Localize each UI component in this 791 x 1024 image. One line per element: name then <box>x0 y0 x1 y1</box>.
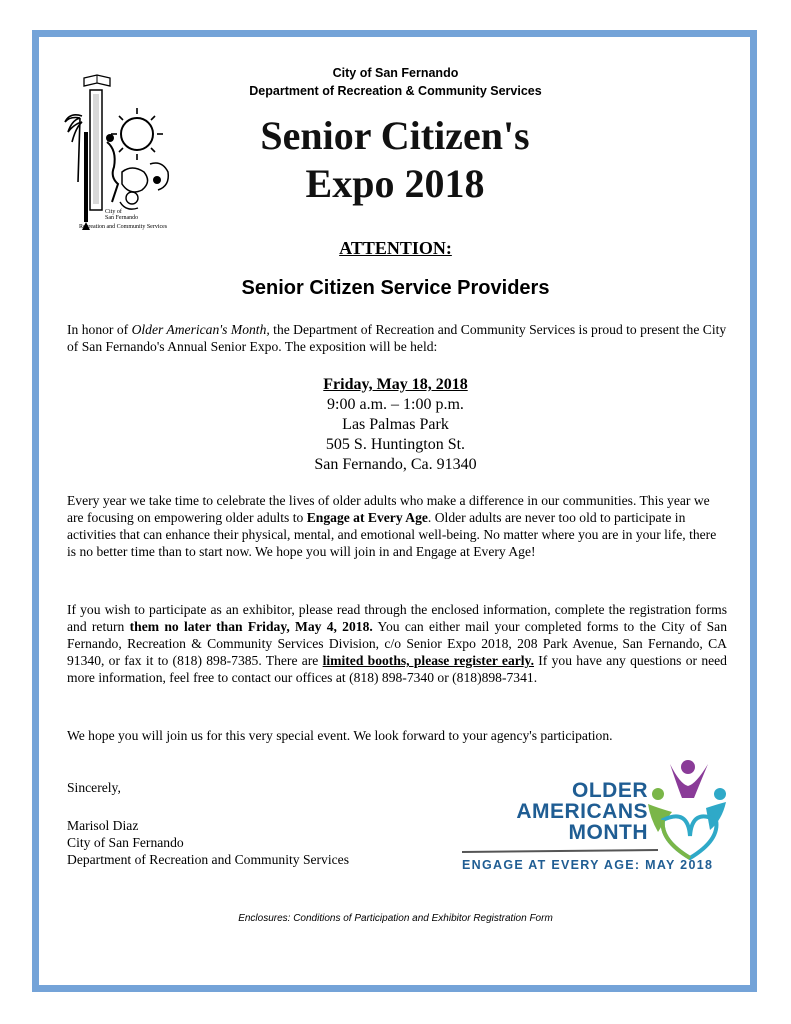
event-street: 505 S. Huntington St. <box>325 436 466 453</box>
header-city: City of San Fernando <box>332 66 459 80</box>
signer-department: Department of Recreation and Community Services <box>67 852 349 867</box>
event-details <box>0 375 791 475</box>
exhibitor-paragraph: If you wish to participate as an exhibitor, please read through the enclosed information, complete the registration forms and return them no later than Friday, May 4, 2018. You can either mail your completed forms to the City of San Fernando, Recreation & Community Services Division, c/o Senior Expo 2018, 208 Park Avenue, San Fernando, CA 91340, or fax it to (818) 898-7385. There are limited booths, please register early. If you have any questions or need more information, feel free to contact our offices at (818) 898-7340 or (818)898-7341. <box>67 602 728 685</box>
oam-older: OLDER <box>572 779 648 802</box>
closing-paragraph: We hope you will join us for this very special event. We look forward to your agency's participation. <box>67 728 613 743</box>
signature-block <box>67 817 349 868</box>
event-time: 9:00 a.m. – 1:00 p.m. <box>327 396 464 413</box>
oam-tagline: ENGAGE AT EVERY AGE: MAY 2018 <box>462 858 714 872</box>
header-department: Department of Recreation & Community Services <box>249 84 542 98</box>
page-title <box>190 112 600 208</box>
intro-paragraph: In honor of Older American's Month, the Department of Recreation and Community Services is proud to present the City of San Fernando's Annual Senior Expo. The exposition will be held: <box>67 322 727 354</box>
closing-salutation: Sincerely, <box>67 780 121 795</box>
oam-americans: AMERICANS <box>516 800 648 823</box>
subtitle: Senior Citizen Service Providers <box>241 277 550 299</box>
title-line-2: Expo 2018 <box>305 161 485 206</box>
event-venue: Las Palmas Park <box>342 416 449 433</box>
attention-heading: ATTENTION: <box>339 238 452 258</box>
oam-month: MONTH <box>568 821 648 844</box>
logo-caption: City of San Fernando <box>105 209 139 221</box>
logo-caption-department: Recreation and Community Services <box>79 224 168 230</box>
event-date: Friday, May 18, 2018 <box>323 376 468 393</box>
engage-paragraph: Every year we take time to celebrate the lives of older adults who make a difference in our communities. This year we are focusing on empowering older adults to Engage at Every Age. Older adults are never too old to participate in activities that can enhance their physical, mental, and emotional well-being. No matter where you are in your life, there is no better time than to start now. We hope you will join in and Engage at Every Age! <box>67 493 717 559</box>
event-city: San Fernando, Ca. 91340 <box>314 456 477 473</box>
signer-org: City of San Fernando <box>67 835 184 850</box>
title-line-1: Senior Citizen's <box>260 113 530 158</box>
enclosures-note: Enclosures: Conditions of Participation and Exhibitor Registration Form <box>238 913 553 924</box>
signer-name: Marisol Diaz <box>67 818 139 833</box>
